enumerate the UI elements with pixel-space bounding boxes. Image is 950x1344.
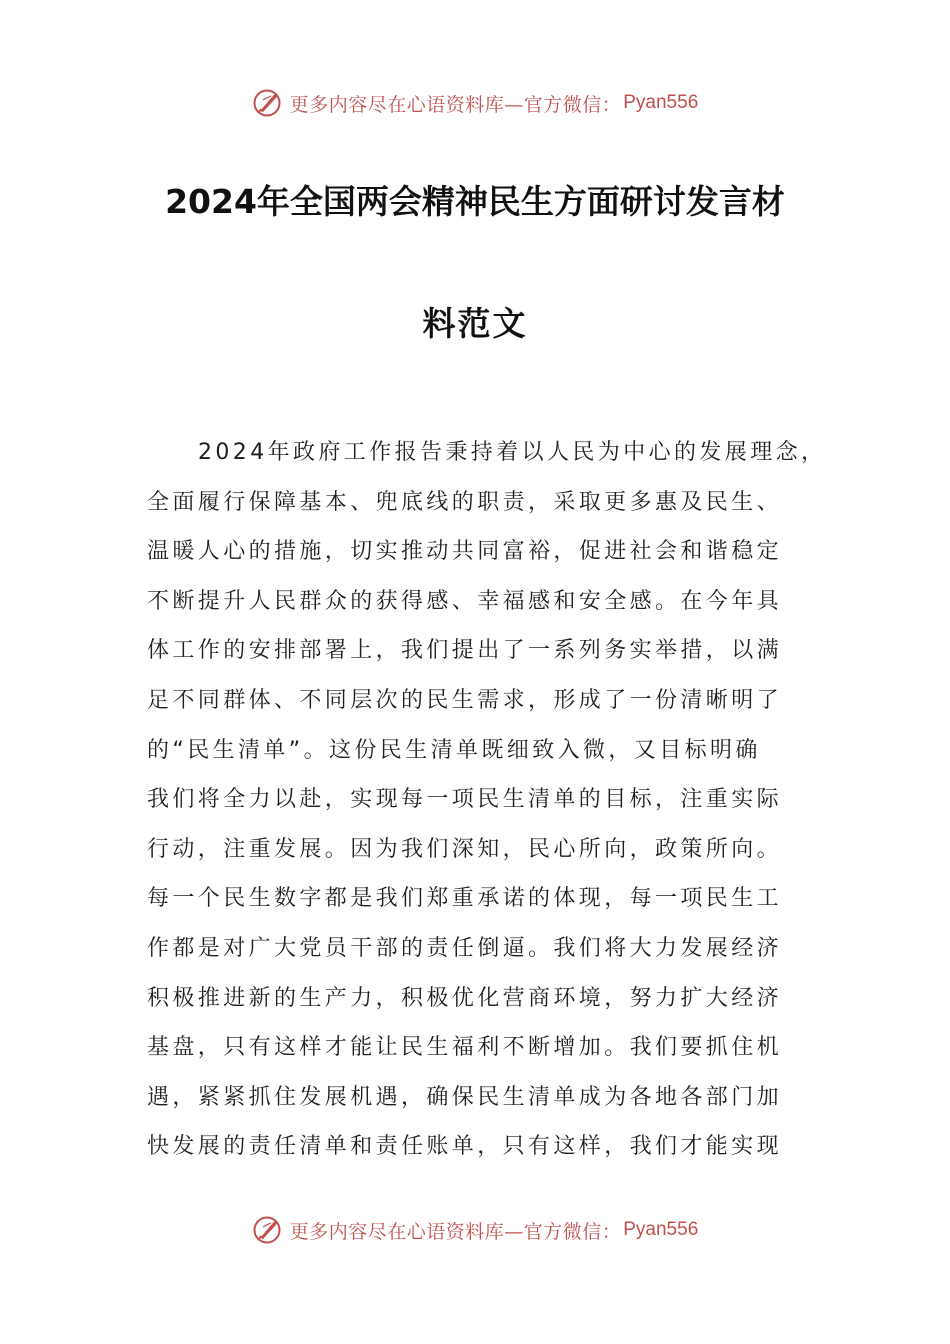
body-line: 体工作的安排部署上，我们提出了一系列务实举措，以满 xyxy=(147,638,783,664)
body-line: 全面履行保障基本、兜底线的职责，采取更多惠及民生、 xyxy=(147,489,783,515)
banner-text: 更多内容尽在心语资料库—官方微信： xyxy=(289,93,622,116)
wechat-id: Pyan556 xyxy=(623,92,699,113)
body-line: 基盘，只有这样才能让民生福利不断增加。我们要抓住机 xyxy=(147,1035,783,1061)
footer-banner xyxy=(0,1210,950,1250)
body-line: 的“民生清单”。这份民生清单既细致入微，又目标明确 xyxy=(147,737,761,763)
body-paragraph xyxy=(147,428,827,1172)
body-line: 行动，注重发展。因为我们深知，民心所向，政策所向。 xyxy=(147,836,783,862)
document-title-line-1: 2024年全国两会精神民生方面研讨发言材 xyxy=(165,182,785,221)
body-line: 温暖人心的措施，切实推动共同富裕，促进社会和谐稳定 xyxy=(147,539,783,565)
body-line: 不断提升人民群众的获得感、幸福感和安全感。在今年具 xyxy=(147,588,783,614)
header-banner xyxy=(0,83,950,123)
body-line: 我们将全力以赴，实现每一项民生清单的目标，注重实际 xyxy=(147,787,783,813)
body-line: 足不同群体、不同层次的民生需求，形成了一份清晰明了 xyxy=(147,687,783,713)
pen-quill-logo-icon xyxy=(252,88,282,118)
body-line: 作都是对广大党员干部的责任倒逼。我们将大力发展经济 xyxy=(147,935,783,961)
body-line: 2024年政府工作报告秉持着以人民为中心的发展理念， xyxy=(198,440,827,465)
wechat-id: Pyan556 xyxy=(623,1219,699,1240)
body-line: 积极推进新的生产力，积极优化营商环境，努力扩大经济 xyxy=(147,985,783,1011)
banner-text: 更多内容尽在心语资料库—官方微信： xyxy=(289,1220,622,1243)
body-line: 每一个民生数字都是我们郑重承诺的体现，每一项民生工 xyxy=(147,886,783,912)
pen-quill-logo-icon xyxy=(252,1215,282,1245)
body-line: 快发展的责任清单和责任账单，只有这样，我们才能实现 xyxy=(147,1134,783,1160)
body-line: 遇，紧紧抓住发展机遇，确保民生清单成为各地各部门加 xyxy=(147,1084,783,1110)
document-title-line-2: 料范文 xyxy=(422,304,528,343)
